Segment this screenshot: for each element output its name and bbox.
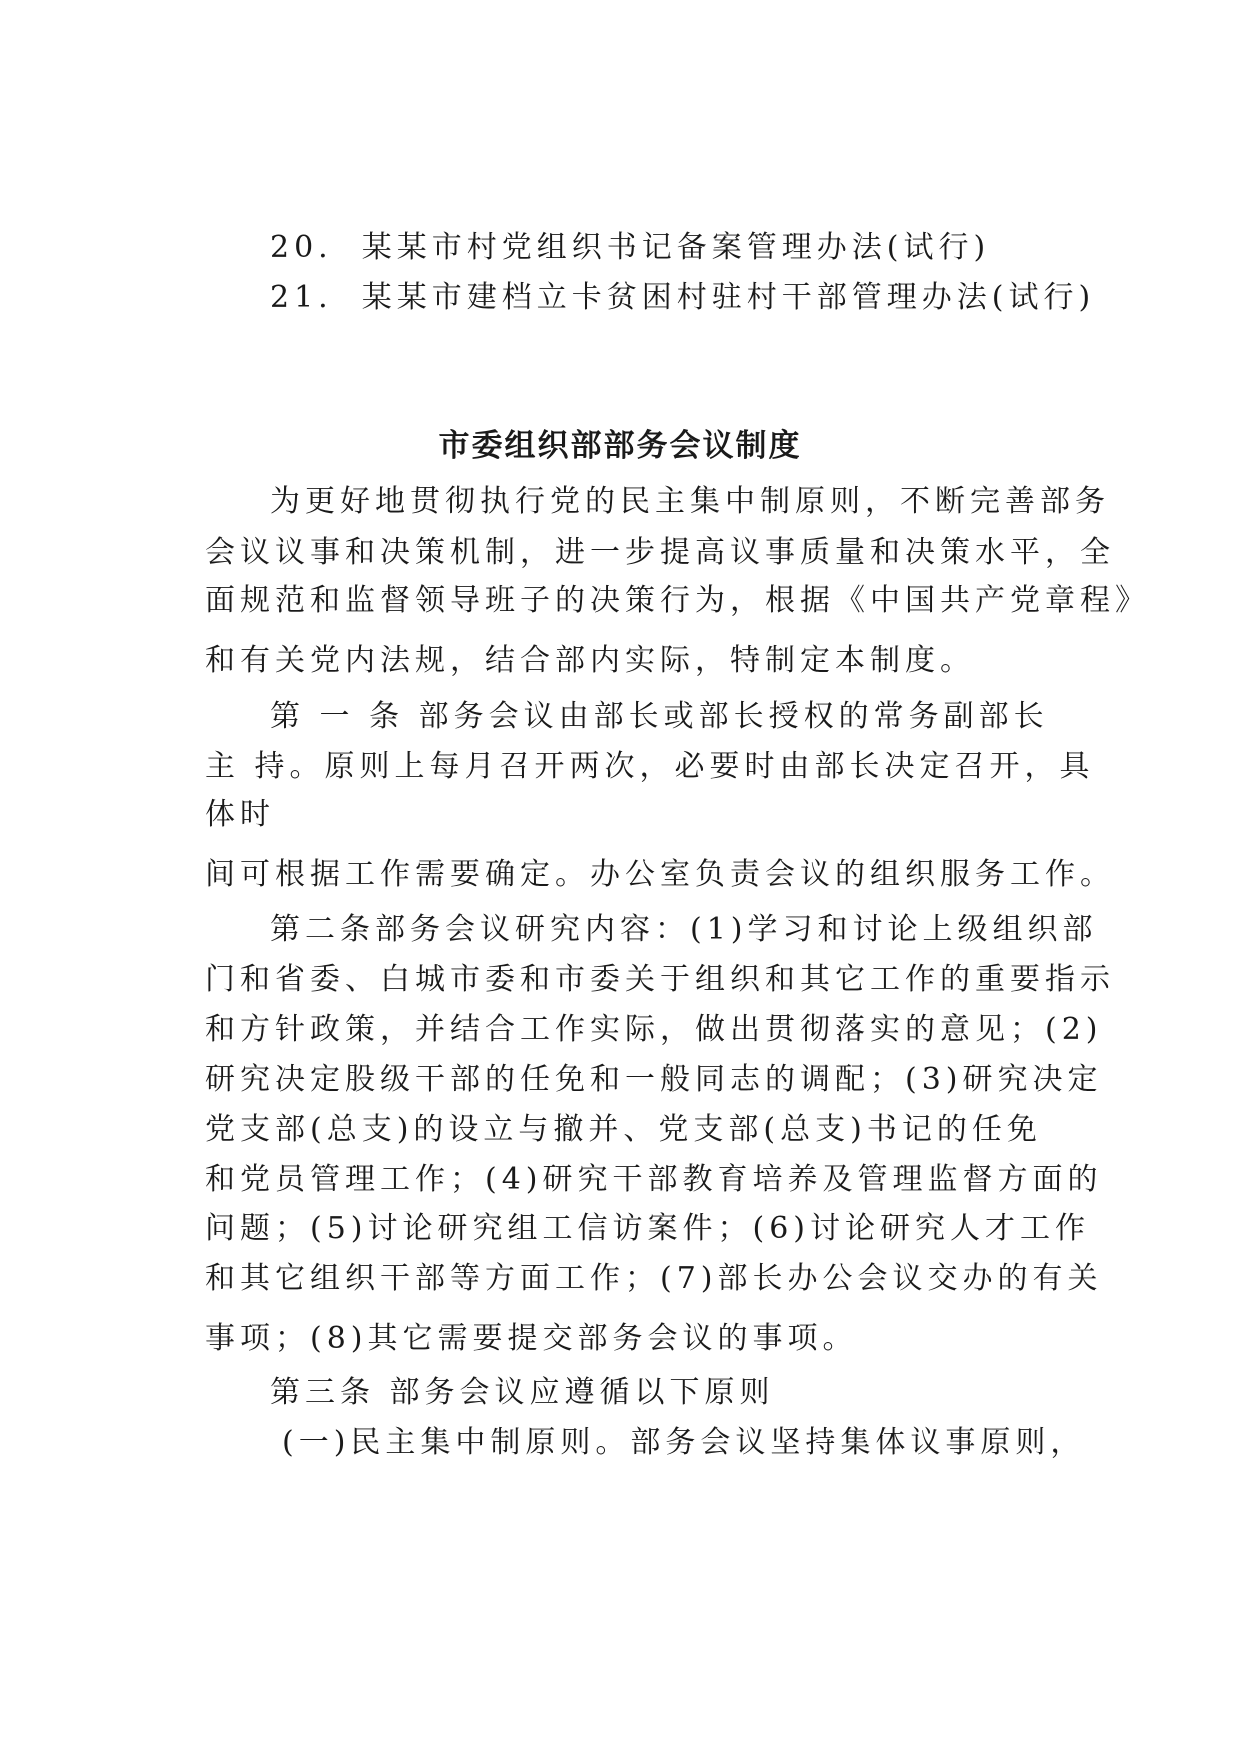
body-line: 和党员管理工作；(4)研究干部教育培养及管理监督方面的 bbox=[205, 1162, 1103, 1197]
list-item-20 bbox=[270, 228, 990, 268]
body-line: 问题；(5)讨论研究组工信访案件；(6)讨论研究人才工作 bbox=[205, 1211, 1090, 1246]
list-item-text: 某某市建档立卡贫困村驻村干部管理办法(试行) bbox=[361, 280, 1096, 315]
section-title: 市委组织部部务会议制度 bbox=[438, 428, 802, 464]
body-line: 为更好地贯彻执行党的民主集中制原则，不断完善部务 bbox=[270, 484, 1110, 519]
article-two-line: 第二条部务会议研究内容：(1)学习和讨论上级组织部 bbox=[270, 912, 1098, 947]
list-item-number: 20. bbox=[270, 230, 333, 265]
body-line: 事项；(8)其它需要提交部务会议的事项。 bbox=[205, 1321, 858, 1356]
body-line: 和有关党内法规，结合部内实际，特制定本制度。 bbox=[205, 643, 975, 678]
body-line: 体时 bbox=[205, 797, 275, 832]
body-line: 面规范和监督领导班子的决策行为，根据《中国共产党章程》 bbox=[205, 583, 1150, 618]
body-line: 会议议事和决策机制，进一步提高议事质量和决策水平，全 bbox=[205, 535, 1115, 570]
list-item-text: 某某市村党组织书记备案管理办法(试行) bbox=[361, 230, 991, 265]
article-three-line: 第三条 部务会议应遵循以下原则 bbox=[270, 1375, 775, 1410]
body-line: 主 持。原则上每月召开两次，必要时由部长决定召开，具 bbox=[205, 749, 1095, 784]
body-line: 间可根据工作需要确定。办公室负责会议的组织服务工作。 bbox=[205, 857, 1115, 892]
body-line: 研究决定股级干部的任免和一般同志的调配；(3)研究决定 bbox=[205, 1062, 1103, 1097]
body-line: 门和省委、白城市委和市委关于组织和其它工作的重要指示 bbox=[205, 962, 1115, 997]
principle-one-line: (一)民主集中制原则。部务会议坚持集体议事原则， bbox=[282, 1425, 1086, 1460]
body-line: 和其它组织干部等方面工作；(7)部长办公会议交办的有关 bbox=[205, 1261, 1103, 1296]
article-one-line: 第 一 条 部务会议由部长或部长授权的常务副部长 bbox=[270, 699, 1049, 734]
list-item-number: 21. bbox=[270, 280, 333, 315]
body-line: 和方针政策，并结合工作实际，做出贯彻落实的意见；(2) bbox=[205, 1012, 1103, 1047]
list-item-21 bbox=[270, 278, 1095, 318]
body-line: 党支部(总支)的设立与撤并、党支部(总支)书记的任免 bbox=[205, 1112, 1042, 1147]
